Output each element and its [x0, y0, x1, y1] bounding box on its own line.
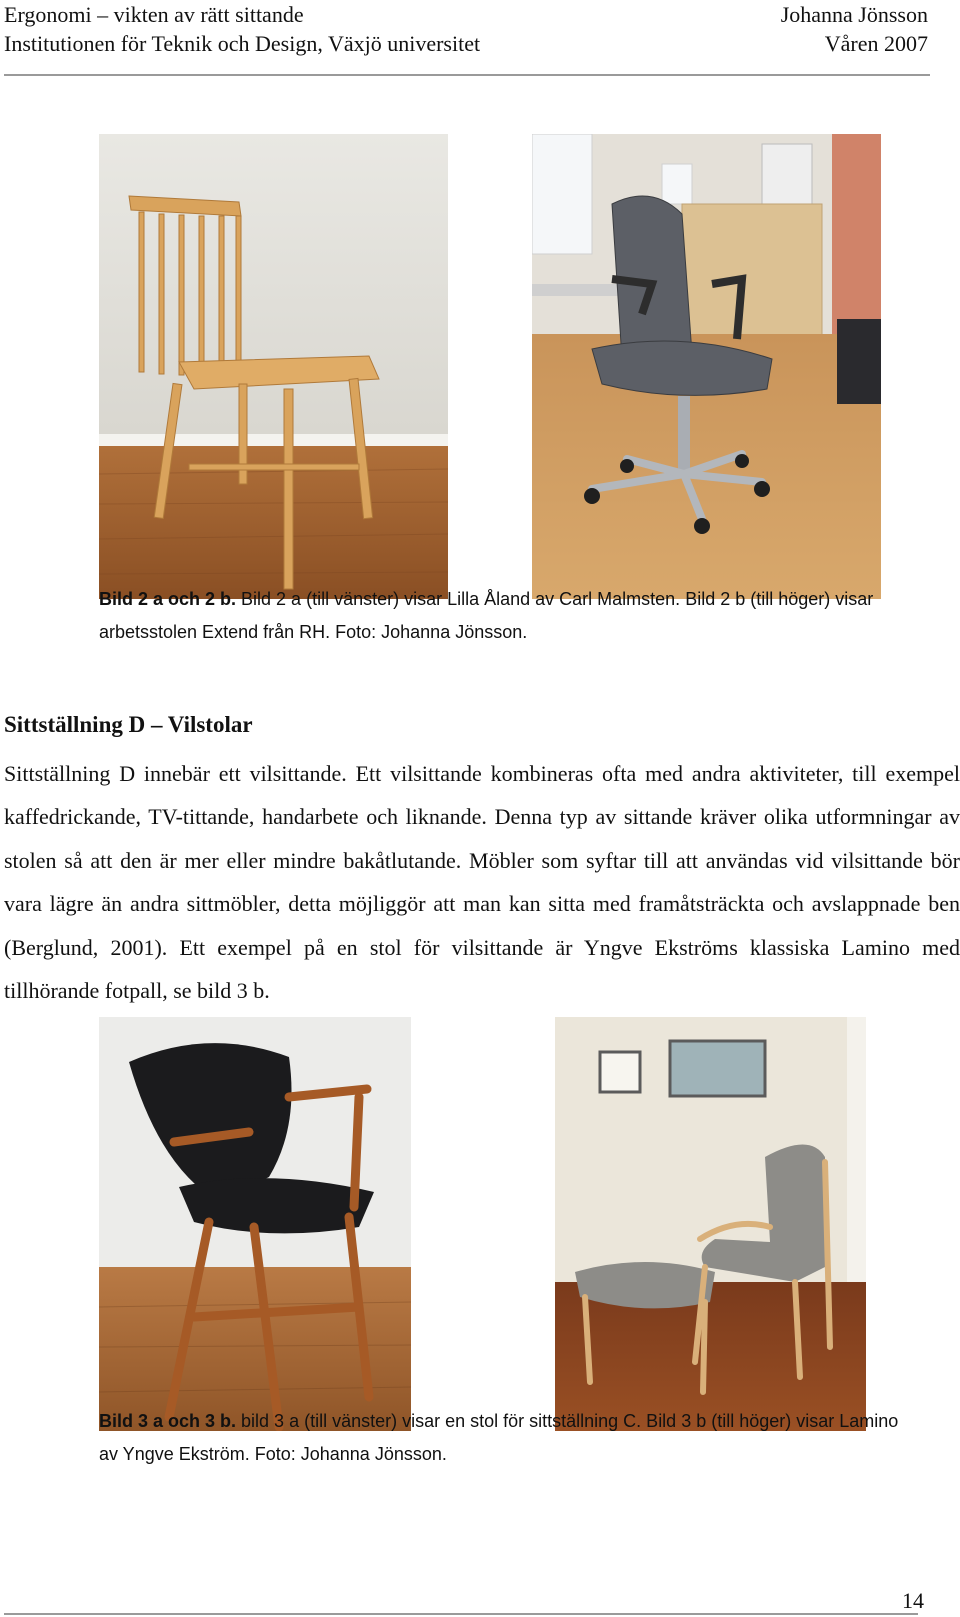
- figure-2-caption-text: Bild 2 a (till vänster) visar Lilla Åland av Carl Malmsten. Bild 2 b (till höger) visar arbetsstolen Extend från RH. Foto: Johanna Jönsson.: [99, 589, 874, 642]
- section-heading: Sittställning D – Vilstolar: [4, 712, 253, 737]
- page-header: [4, 0, 928, 58]
- figure-2-caption-label: Bild 2 a och 2 b.: [99, 589, 237, 609]
- page-number: 14: [902, 1588, 924, 1613]
- photo-wooden-chair: [99, 134, 448, 599]
- figure-2-caption: [99, 583, 899, 649]
- institution-name: Institutionen för Teknik och Design, Växjö universitet: [4, 31, 481, 56]
- term-label: Våren 2007: [824, 31, 928, 56]
- footer-divider: [4, 1613, 918, 1615]
- author-name: Johanna Jönsson: [780, 2, 928, 27]
- header-divider: [4, 74, 930, 76]
- photo-lamino-chair: [555, 1017, 866, 1431]
- body-paragraph: Sittställning D innebär ett vilsittande. Ett vilsittande kombineras ofta med andra aktiviteter, till exempel kaffedrickande, TV-tittande, handarbete och liknande. Denna typ av sittande kräver olika utformningar av stolen så att den är mer eller mindre bakåtlutande. Möbler som syftar till att användas vid vilsittande bör vara lägre än andra sittmöbler, detta möjliggör att man kan sitta med framåtsträckta och avslappnade ben (Berglund, 2001). Ett exempel på en stol för vilsittande är Yngve Ekströms klassiska Lamino med tillhörande fotpall, se bild 3 b.: [4, 761, 960, 1004]
- photo-leather-armchair: [99, 1017, 411, 1431]
- figure-3-caption: [99, 1405, 899, 1471]
- figure-3-caption-text: bild 3 a (till vänster) visar en stol för sittställning C. Bild 3 b (till höger) visar Lamino av Yngve Ekström. Foto: Johanna Jönsson.: [99, 1411, 899, 1464]
- figure-3-caption-label: Bild 3 a och 3 b.: [99, 1411, 237, 1431]
- photo-office-chair: [532, 134, 881, 599]
- document-title: Ergonomi – vikten av rätt sittande: [4, 2, 304, 27]
